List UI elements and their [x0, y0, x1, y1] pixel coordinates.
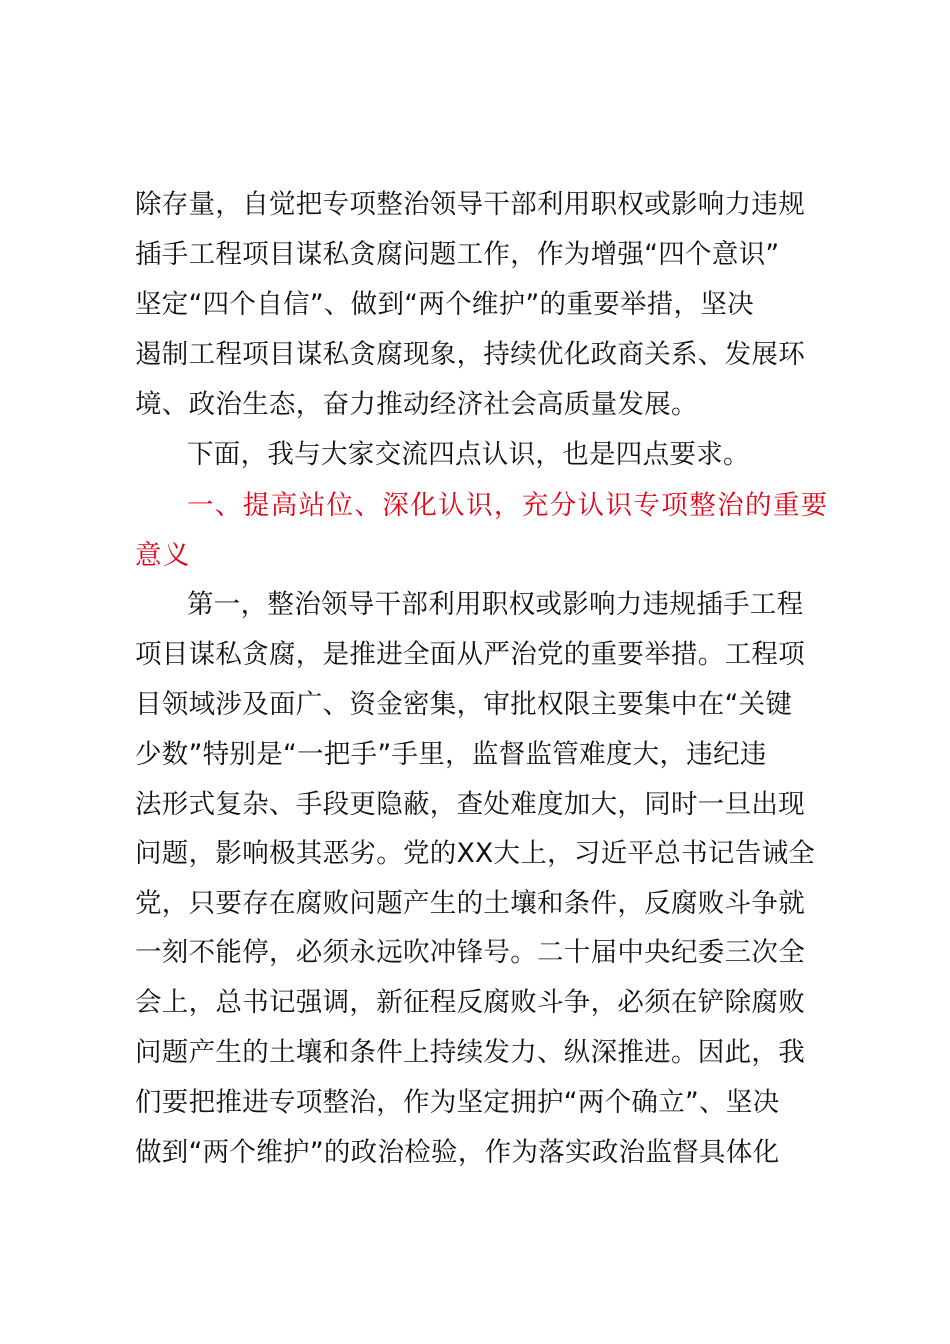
section-heading: 一、提高站位、深化认识，充分认识专项整治的重要	[187, 490, 829, 521]
paragraph-line: 一刻不能停，必须永远吹冲锋号。二十届中央纪委三次全	[135, 937, 805, 968]
paragraph-line: 第一，整治领导干部利用职权或影响力违规插手工程	[187, 589, 804, 620]
paragraph-line: 做到“两个维护”的政治检验，作为落实政治监督具体化	[135, 1137, 780, 1168]
paragraph-line: 插手工程项目谋私贪腐问题工作，作为增强“四个意识”	[135, 239, 780, 270]
paragraph-line: 党，只要存在腐败问题产生的土壤和条件，反腐败斗争就	[135, 888, 805, 919]
paragraph-line: 法形式复杂、手段更隐蔽，查处难度加大，同时一旦出现	[135, 789, 805, 820]
paragraph-line: 坚定“四个自信”、做到“两个维护”的重要举措，坚决	[135, 289, 754, 320]
section-heading: 意义	[135, 540, 191, 571]
paragraph-line: 会上，总书记强调，新征程反腐败斗争，必须在铲除腐败	[135, 987, 805, 1018]
paragraph-line: 少数”特别是“一把手”手里，监督监管难度大，违纪违	[135, 739, 767, 770]
paragraph-line: 们要把推进专项整治，作为坚定拥护“两个确立”、坚决	[135, 1087, 780, 1118]
paragraph-line: 下面，我与大家交流四点认识，也是四点要求。	[187, 439, 750, 470]
paragraph-line: 问题，影响极其恶劣。党的XX大上，习近平总书记告诫全	[135, 838, 816, 869]
paragraph-line: 境、政治生态，奋力推动经济社会高质量发展。	[135, 389, 698, 420]
paragraph-line: 除存量，自觉把专项整治领导干部利用职权或影响力违规	[135, 189, 805, 220]
paragraph-line: 项目谋私贪腐，是推进全面从严治党的重要举措。工程项	[135, 639, 805, 670]
paragraph-line: 问题产生的土壤和条件上持续发力、纵深推进。因此，我	[135, 1037, 805, 1068]
paragraph-line: 目领域涉及面广、资金密集，审批权限主要集中在“关键	[135, 689, 793, 720]
paragraph-line: 遏制工程项目谋私贪腐现象，持续优化政商关系、发展环	[135, 339, 805, 370]
